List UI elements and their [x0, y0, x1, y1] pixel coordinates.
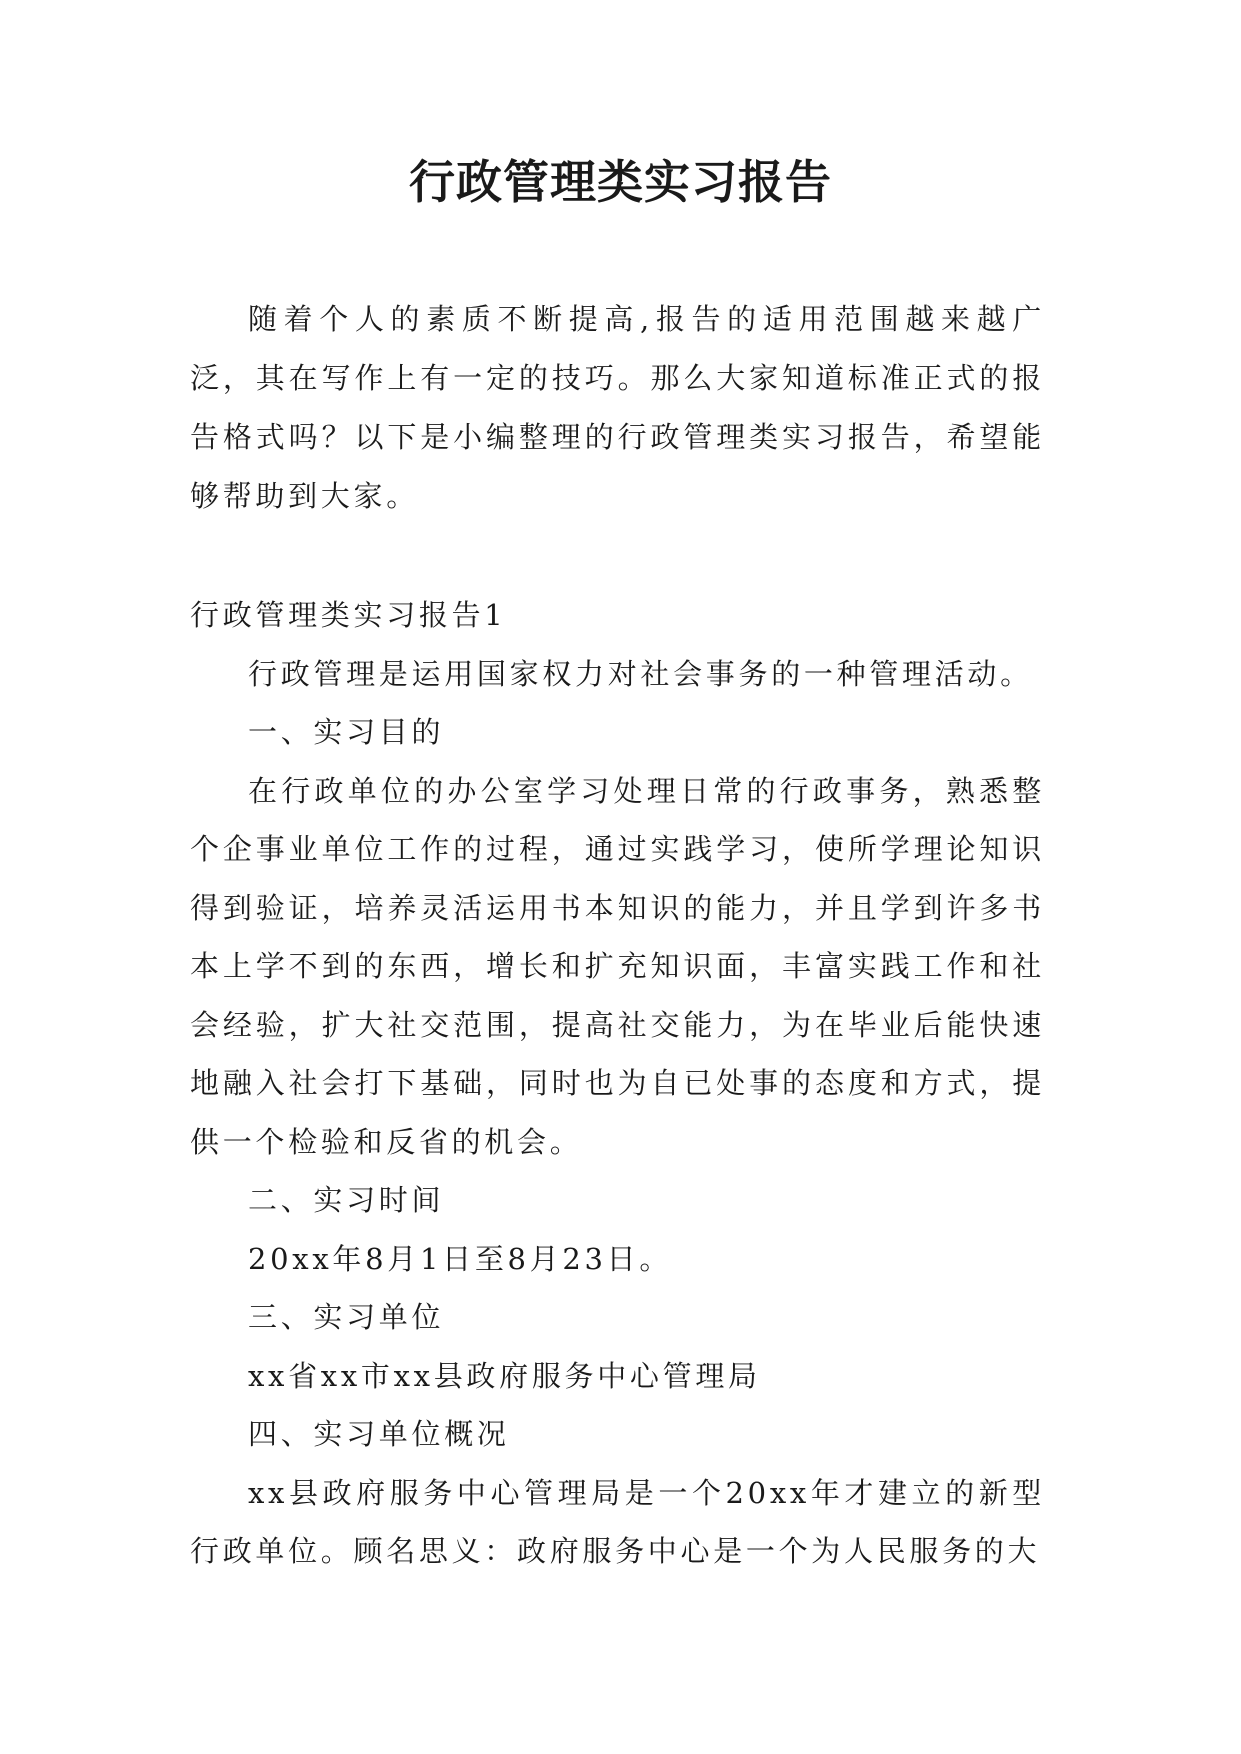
report-heading: 行政管理类实习报告1: [190, 598, 507, 632]
paragraph-definition: 行政管理是运用国家权力对社会事务的一种管理活动。: [248, 656, 1033, 691]
section-heading-purpose: 一、实习目的: [248, 715, 445, 749]
document-content: [190, 290, 1045, 1581]
paragraph-purpose: 在行政单位的办公室学习处理日常的行政事务，熟悉整个企事业单位工作的过程，通过实践学习，使所学理论知识得到验证，培养灵活运用书本知识的能力，并且学到许多书本上学不到的东西，增长和扩充知识面，丰富实践工作和社会经验，扩大社交范围，提高社交能力，为在毕业后能快速地融入社会打下基础，同时也为自已处事的态度和方式，提供一个检验和反省的机会。: [190, 773, 1045, 1159]
report-section: [190, 586, 1045, 1581]
paragraph-time: 20xx年8月1日至8月23日。: [248, 1241, 673, 1276]
intro-paragraph: 随着个人的素质不断提高,报告的适用范围越来越广泛，其在写作上有一定的技巧。那么大家知道标准正式的报告格式吗？以下是小编整理的行政管理类实习报告，希望能够帮助到大家。: [190, 302, 1045, 513]
section-heading-unit: 三、实习单位: [248, 1300, 445, 1334]
section-heading-time: 二、实习时间: [248, 1183, 445, 1217]
paragraph-overview: xx县政府服务中心管理局是一个20xx年才建立的新型行政单位。顾名思义：政府服务中心是一个为人民服务的大: [190, 1475, 1045, 1568]
document-title: 行政管理类实习报告: [409, 155, 832, 209]
paragraph-unit: xx省xx市xx县政府服务中心管理局: [248, 1358, 761, 1393]
intro-section: [190, 290, 1045, 526]
section-heading-overview: 四、实习单位概况: [248, 1417, 510, 1451]
